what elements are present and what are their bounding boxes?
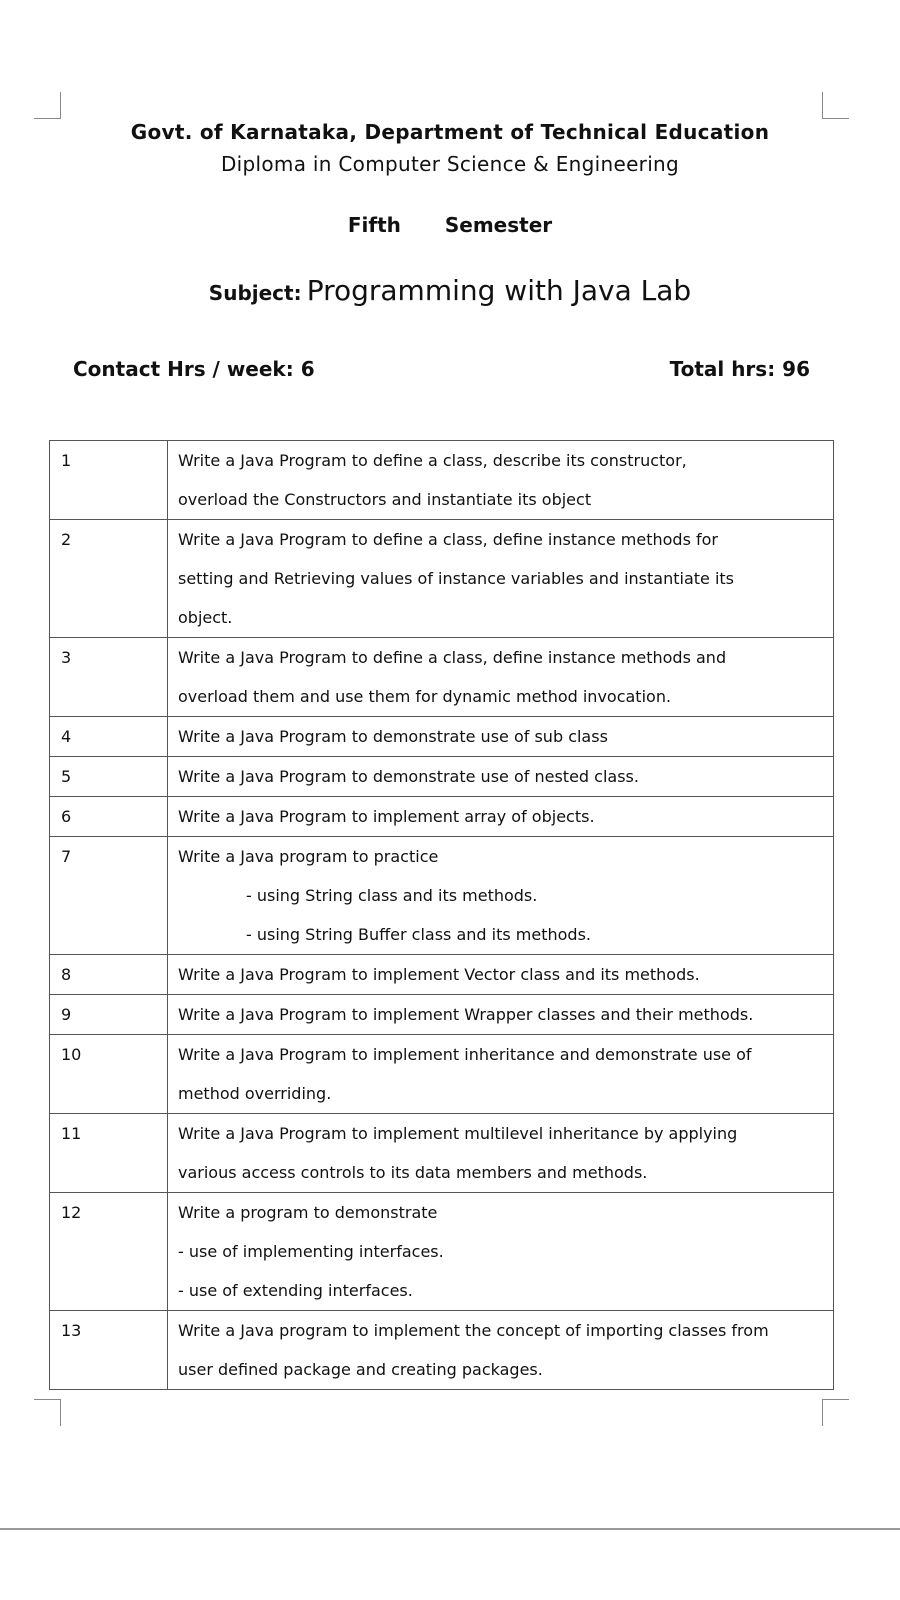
experiment-number: 3 <box>50 638 168 717</box>
experiment-line: - using String Buffer class and its methods. <box>246 925 591 944</box>
experiment-line: Write a Java Program to demonstrate use of nested class. <box>178 767 639 786</box>
crop-mark-bottom-left <box>34 1399 61 1426</box>
subject-label: Subject: <box>208 281 302 305</box>
experiments-table-body <box>50 441 834 1390</box>
experiment-line: - use of implementing interfaces. <box>178 1242 444 1261</box>
experiment-line: object. <box>178 608 233 627</box>
contact-hours: Contact Hrs / week: 6 <box>73 357 315 381</box>
experiment-number: 9 <box>50 995 168 1035</box>
experiment-description <box>168 955 834 995</box>
table-row <box>50 837 834 955</box>
experiment-description <box>168 441 834 520</box>
experiment-number: 10 <box>50 1035 168 1114</box>
experiment-number: 12 <box>50 1193 168 1311</box>
experiment-number: 2 <box>50 520 168 638</box>
crop-mark-top-right <box>822 92 849 119</box>
experiment-description <box>168 757 834 797</box>
subject-heading <box>0 274 900 307</box>
experiment-line: Write a Java Program to demonstrate use of sub class <box>178 727 608 746</box>
experiment-line: Write a Java program to implement the concept of importing classes from <box>178 1321 769 1340</box>
experiment-description <box>168 1114 834 1193</box>
experiment-line: method overriding. <box>178 1084 332 1103</box>
experiment-number: 7 <box>50 837 168 955</box>
experiment-line: Write a Java Program to define a class, define instance methods for <box>178 530 718 549</box>
experiment-description <box>168 520 834 638</box>
experiment-line: Write a Java Program to implement Wrapper classes and their methods. <box>178 1005 754 1024</box>
table-row <box>50 1035 834 1114</box>
experiment-description <box>168 797 834 837</box>
table-row <box>50 757 834 797</box>
experiment-line: - using String class and its methods. <box>246 886 538 905</box>
experiment-description <box>168 1311 834 1390</box>
experiment-line: Write a Java Program to define a class, define instance methods and <box>178 648 727 667</box>
experiment-number: 1 <box>50 441 168 520</box>
experiment-description <box>168 837 834 955</box>
crop-mark-bottom-right <box>822 1399 849 1426</box>
table-row <box>50 955 834 995</box>
experiment-number: 4 <box>50 717 168 757</box>
experiment-description <box>168 1035 834 1114</box>
experiment-description <box>168 717 834 757</box>
experiment-line: overload them and use them for dynamic method invocation. <box>178 687 672 706</box>
table-row <box>50 1193 834 1311</box>
experiment-description <box>168 1193 834 1311</box>
experiment-line: Write a Java Program to implement array of objects. <box>178 807 595 826</box>
course-heading: Diploma in Computer Science & Engineering <box>220 152 680 176</box>
experiments-table <box>49 440 834 1390</box>
crop-mark-top-left <box>34 92 61 119</box>
table-row <box>50 1114 834 1193</box>
semester-word-1: Fifth <box>347 213 401 237</box>
experiment-description <box>168 638 834 717</box>
experiment-line: Write a Java Program to implement multilevel inheritance by applying <box>178 1124 738 1143</box>
table-row <box>50 638 834 717</box>
experiment-line: Write a Java Program to define a class, describe its constructor, <box>178 451 687 470</box>
table-row <box>50 441 834 520</box>
experiment-line: user defined package and creating packages. <box>178 1360 543 1379</box>
subject-title: Programming with Java Lab <box>306 274 692 307</box>
experiment-line: Write a program to demonstrate <box>178 1203 438 1222</box>
experiment-number: 5 <box>50 757 168 797</box>
experiment-line: various access controls to its data members and methods. <box>178 1163 648 1182</box>
total-hours: Total hrs: 96 <box>669 357 810 381</box>
experiment-description <box>168 995 834 1035</box>
experiment-number: 11 <box>50 1114 168 1193</box>
experiment-line: overload the Constructors and instantiate its object <box>178 490 592 509</box>
experiment-number: 6 <box>50 797 168 837</box>
experiment-line: Write a Java Program to implement inheritance and demonstrate use of <box>178 1045 752 1064</box>
semester-word-2: Semester <box>444 213 553 237</box>
semester-heading <box>0 213 900 237</box>
department-heading: Govt. of Karnataka, Department of Technical Education <box>130 120 770 144</box>
table-row <box>50 520 834 638</box>
experiment-line: setting and Retrieving values of instance variables and instantiate its <box>178 569 734 588</box>
experiment-line: Write a Java Program to implement Vector class and its methods. <box>178 965 700 984</box>
experiment-number: 13 <box>50 1311 168 1390</box>
table-row <box>50 1311 834 1390</box>
page-bottom-rule <box>0 1528 900 1530</box>
experiment-line: - use of extending interfaces. <box>178 1281 413 1300</box>
experiment-line: Write a Java program to practice <box>178 847 439 866</box>
table-row <box>50 797 834 837</box>
table-row <box>50 717 834 757</box>
experiment-number: 8 <box>50 955 168 995</box>
table-row <box>50 995 834 1035</box>
